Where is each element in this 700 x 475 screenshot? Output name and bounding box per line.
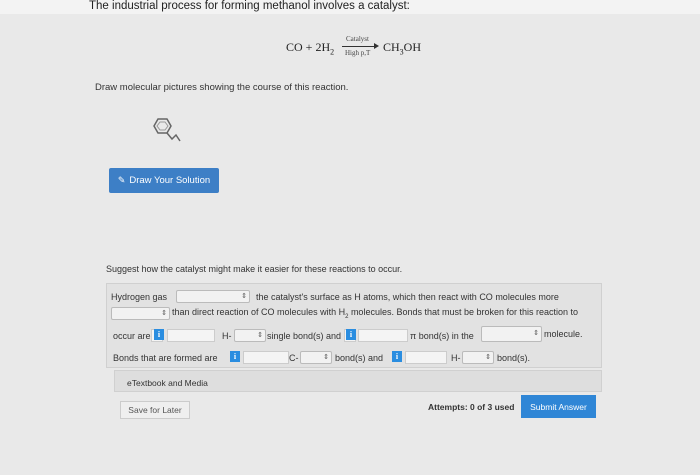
dropdown-hydrogen-action[interactable] (176, 290, 250, 303)
sentence-4-b: C- (289, 353, 299, 363)
info-icon[interactable]: i (154, 329, 164, 340)
dropdown-molecule[interactable] (481, 326, 542, 342)
sentence-3-d: π bond(s) in the (410, 331, 474, 341)
input-pi-bonds-count-field[interactable] (358, 329, 408, 342)
dropdown-c-bond-partner[interactable] (300, 351, 332, 364)
sentence-1-prefix: Hydrogen gas (111, 292, 168, 302)
spinner-icon: ⇕ (257, 332, 263, 339)
sentence-2: than direct reaction of CO molecules with $H_2$ molecules. Bonds that must be broken for this reaction to (172, 307, 579, 320)
spinner-icon: ⇕ (485, 354, 491, 361)
sentence-1-suffix: the catalyst's surface as H atoms, which then react with CO molecules more (256, 292, 559, 302)
etextbook-media-link[interactable]: eTextbook and Media (127, 378, 208, 388)
dropdown-h-bond-formed-partner[interactable] (462, 351, 494, 364)
sentence-4-e: bond(s). (497, 353, 531, 363)
pencil-icon: ✎ (117, 175, 126, 185)
reaction-arrow (342, 46, 376, 47)
spinner-icon: ⇕ (533, 330, 539, 337)
sentence-4-d: H- (451, 353, 461, 363)
dropdown-h-bond-partner[interactable] (234, 329, 266, 342)
info-icon[interactable]: i (230, 351, 240, 362)
molecule-drawing-icon[interactable] (148, 116, 182, 146)
input-bonds-formed-count[interactable] (243, 351, 289, 364)
submit-answer-button[interactable]: Submit Answer (521, 395, 596, 418)
suggest-prompt: Suggest how the catalyst might make it easier for these reactions to occur. (106, 264, 403, 274)
reaction-arrow-head (374, 43, 379, 49)
spinner-icon: ⇕ (241, 293, 247, 300)
info-icon[interactable]: i (392, 351, 402, 362)
spinner-icon: ⇕ (323, 354, 329, 361)
sentence-3-a: occur are (113, 331, 151, 341)
sentence-4-a: Bonds that are formed are (113, 353, 218, 363)
dropdown-rate-comparison[interactable] (111, 307, 170, 320)
sentence-4-c: bond(s) and (335, 353, 384, 363)
sentence-3-b: H- (222, 331, 232, 341)
draw-prompt: Draw molecular pictures showing the course of this reaction. (95, 82, 349, 93)
sentence-3-e: molecule. (544, 329, 583, 339)
input-bonds-broken-count-field[interactable] (167, 329, 215, 342)
sentence-3-c: single bond(s) and (267, 331, 342, 341)
info-icon[interactable]: i (346, 329, 356, 340)
catalyst-label: Catalyst (346, 35, 369, 43)
spinner-icon: ⇕ (161, 310, 167, 317)
draw-your-solution-button[interactable]: ✎ Draw Your Solution (109, 168, 219, 193)
equation-reactants: CO + $2H_2$ (286, 40, 335, 57)
save-for-later-button[interactable]: Save for Later (120, 401, 190, 419)
conditions-label: High p,T (345, 49, 371, 57)
attempts-counter: Attempts: 0 of 3 used (428, 402, 515, 412)
equation-product: $CH_3OH$ (383, 40, 422, 57)
question-header: The industrial process for forming methanol involves a catalyst: (89, 0, 410, 12)
input-h-bonds-formed-count[interactable] (405, 351, 447, 364)
